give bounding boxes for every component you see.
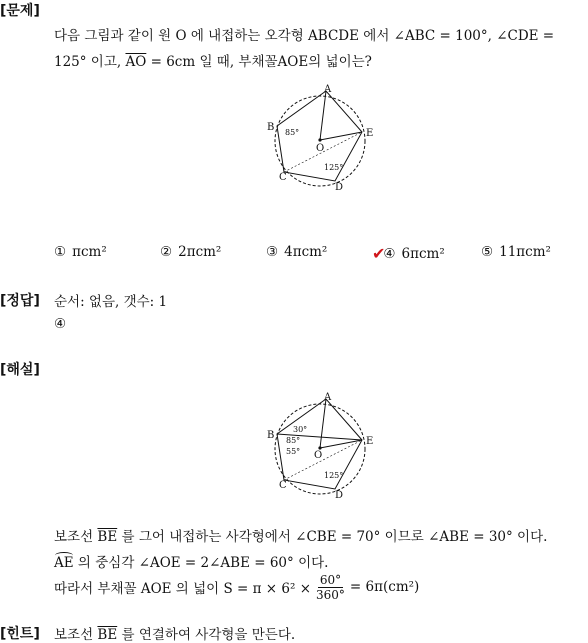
choice-number: ③ [266,244,279,260]
problem-line-2-post: = 6cm 일 때, 부채꼴AOE의 넓이는? [146,54,372,70]
angle-b-label: 85° [285,128,300,137]
hint-pre: 보조선 [54,627,98,643]
hint-post: 를 연결하여 사각형을 만든다. [117,627,296,643]
angle-d-label: 125° [324,471,344,480]
point-d: D [335,182,344,193]
point-e: E [366,128,374,139]
answer-line-1: 순서: 없음, 갯수: 1 [54,294,168,310]
choice-number: ⑤ [481,244,494,260]
radius-oe [320,132,362,140]
point-o: O [314,450,323,461]
hint-line [54,623,295,643]
choice-2[interactable] [160,244,221,260]
point-b: B [267,430,275,441]
choice-4[interactable] [372,244,445,263]
choice-text: 4πcm² [284,244,328,260]
explanation-line-1 [54,525,547,545]
radius-oa [320,399,326,448]
choice-number: ① [54,244,67,260]
choice-text: 6πcm² [401,245,445,262]
circle-diagram-2 [262,390,388,502]
angle-d-label: 125° [324,163,344,172]
choice-number: ④ [383,245,396,262]
point-a: A [324,84,332,95]
explanation-line-1-post: 를 그어 내접하는 사각형에서 ∠CBE = 70° 이므로 ∠ABE = 30° 이다. [117,529,548,545]
checkmark-icon: ✔ [372,244,386,263]
point-c: C [279,480,287,491]
hint-label: [힌트] [0,626,40,642]
explanation-line-3-post: = 6π(cm²) [349,579,420,595]
point-c: C [279,172,287,183]
fraction [314,573,347,602]
choice-text: πcm² [72,244,107,260]
point-e: E [366,436,374,447]
point-d: D [335,490,344,501]
explanation-line-2-post: 의 중심각 ∠AOE = 2∠ABE = 60° 이다. [73,555,329,571]
fraction-denominator: 360° [316,587,345,602]
segment-ao: $\overline{AO}$ [125,54,147,70]
angle-30-label: 30° [293,425,308,434]
choice-5[interactable] [481,244,551,260]
problem-label: [문제] [0,3,40,19]
radius-oe [320,440,362,448]
explanation-line-3 [54,570,419,604]
fraction-numerator: 60° [319,572,342,587]
angle-85-label: 85° [286,436,301,445]
dashed-ce [284,440,362,480]
explanation-line-1-pre: 보조선 [54,529,98,545]
arc-ae: AE [54,555,74,571]
choice-text: 2πcm² [178,244,222,260]
segment-be: $\overline{BE}$ [97,529,118,545]
center-point [318,138,321,141]
circle-diagram-1 [262,82,388,194]
answer-label: [정답] [0,293,40,309]
choice-1[interactable] [54,244,107,260]
point-o: O [316,143,325,154]
point-b: B [267,122,275,133]
angle-55-label: 55° [286,447,301,456]
point-a: A [324,392,332,403]
hint-segment-be: $\overline{BE}$ [97,627,118,643]
choice-text: 11πcm² [499,244,551,260]
choice-3[interactable] [266,244,327,260]
explanation-label: [해설] [0,362,40,378]
radius-oa [320,91,326,140]
explanation-line-2 [54,551,328,571]
explanation-line-3-pre: 따라서 부채꼴 AOE 의 넓이 S = π × 6² × [54,581,312,597]
problem-line-2-pre: 125° 이고, [54,54,126,70]
choice-number: ② [160,244,173,260]
problem-line-1: 다음 그림과 같이 원 O 에 내접하는 오각형 ABCDE 에서 ∠ABC = 100°, ∠CDE = [54,28,555,44]
problem-line-2 [54,50,372,70]
answer-line-2: ④ [54,316,67,332]
answer-choices [54,244,574,264]
